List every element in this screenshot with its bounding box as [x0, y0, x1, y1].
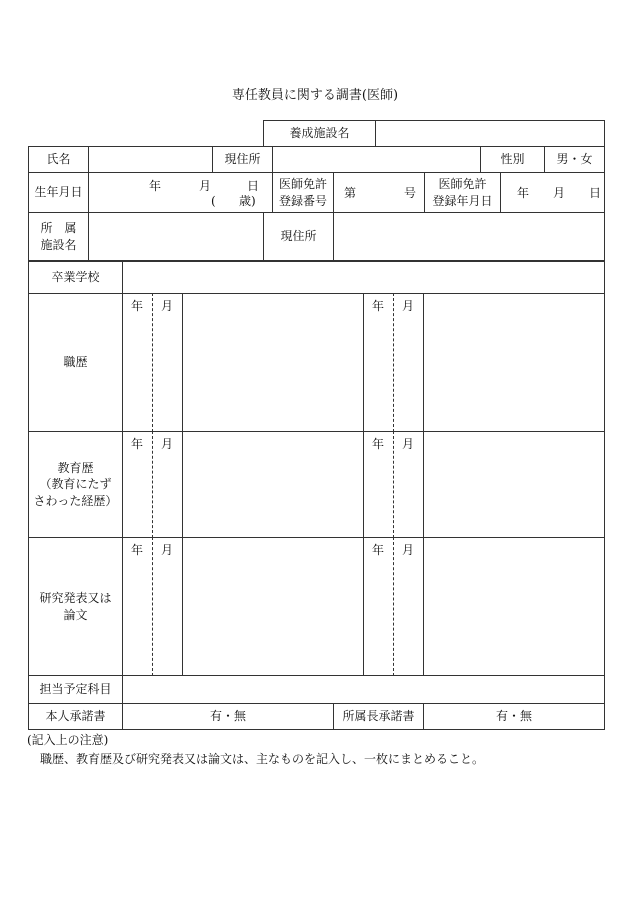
license-number-label-line2: 登録番号 [278, 193, 327, 208]
license-date-label-line1: 医師免許 [438, 177, 487, 192]
self-consent-label: 本人承諾書 [28, 703, 123, 730]
divider [393, 537, 394, 676]
month-text: 月 [199, 179, 212, 193]
research-text-left[interactable] [182, 537, 364, 676]
month-text: 月 [402, 299, 415, 313]
education-text-left[interactable] [182, 431, 364, 538]
research-text-right[interactable] [423, 537, 605, 676]
name-label: 氏名 [28, 146, 89, 173]
divider [393, 293, 394, 432]
year-text: 年 [149, 179, 162, 193]
license-date-field[interactable] [500, 172, 605, 213]
month-text: 月 [161, 543, 174, 557]
license-date-label [424, 172, 501, 213]
license-number-label-line1: 医師免許 [278, 177, 327, 192]
license-suffix: 号 [404, 186, 417, 200]
training-facility-label: 養成施設名 [263, 120, 376, 147]
divider [152, 431, 153, 538]
year-text: 年 [372, 543, 385, 557]
training-facility-field[interactable] [375, 120, 605, 147]
research-label-line2: 論文 [63, 607, 88, 622]
divider [152, 293, 153, 432]
divider [152, 537, 153, 676]
birthdate-label: 生年月日 [28, 172, 89, 213]
year-text: 年 [131, 543, 144, 557]
education-label-line2: （教育にたず [39, 477, 112, 492]
affiliation-label-line2: 施設名 [40, 237, 77, 252]
supervisor-consent-label: 所属長承諾書 [333, 703, 424, 730]
affiliation-address-label: 現住所 [263, 212, 334, 261]
age-close: 歳) [239, 194, 256, 208]
age-open: ( [211, 194, 216, 208]
affiliation-label-line1: 所 属 [40, 221, 77, 236]
month-text: 月 [402, 543, 415, 557]
subjects-field[interactable] [122, 675, 605, 704]
license-month: 月 [553, 186, 566, 200]
license-day: 日 [589, 186, 602, 200]
license-date-label-line2: 登録年月日 [432, 193, 493, 208]
supervisor-consent-options[interactable]: 有・無 [423, 703, 605, 730]
name-field[interactable] [88, 146, 213, 173]
graduated-school-label: 卒業学校 [28, 260, 123, 294]
career-label: 職歴 [28, 293, 123, 432]
affiliation-field[interactable] [88, 212, 264, 261]
license-number-field[interactable] [333, 172, 425, 213]
research-label [28, 537, 123, 676]
education-label-line3: さわった経歴） [33, 493, 118, 508]
sex-label: 性別 [480, 146, 545, 173]
education-text-right[interactable] [423, 431, 605, 538]
license-year: 年 [517, 186, 530, 200]
graduated-school-field[interactable] [122, 260, 605, 294]
sex-options[interactable]: 男・女 [544, 146, 605, 173]
birthdate-field[interactable] [88, 172, 273, 213]
research-label-line1: 研究発表又は [39, 591, 112, 606]
license-number-label [272, 172, 334, 213]
career-text-left[interactable] [182, 293, 364, 432]
affiliation-label [28, 212, 89, 261]
year-text: 年 [372, 299, 385, 313]
license-prefix: 第 [344, 186, 357, 200]
address-label: 現住所 [212, 146, 273, 173]
education-label [28, 431, 123, 538]
career-text-right[interactable] [423, 293, 605, 432]
page-title: 専任教員に関する調書(医師) [231, 88, 399, 103]
subjects-label: 担当予定科目 [28, 675, 123, 704]
year-text: 年 [131, 437, 144, 451]
notes-heading: (記入上の注意) [27, 733, 109, 747]
education-label-line1: 教育歴 [57, 461, 94, 476]
month-text: 月 [402, 437, 415, 451]
year-text: 年 [131, 299, 144, 313]
divider [393, 431, 394, 538]
affiliation-address-field[interactable] [333, 212, 605, 261]
month-text: 月 [161, 299, 174, 313]
year-text: 年 [372, 437, 385, 451]
address-field[interactable] [272, 146, 481, 173]
month-text: 月 [161, 437, 174, 451]
day-text: 日 [247, 179, 260, 193]
self-consent-options[interactable]: 有・無 [122, 703, 334, 730]
notes-text: 職歴、教育歴及び研究発表又は論文は、主なものを記入し、一枚にまとめること。 [40, 752, 485, 766]
